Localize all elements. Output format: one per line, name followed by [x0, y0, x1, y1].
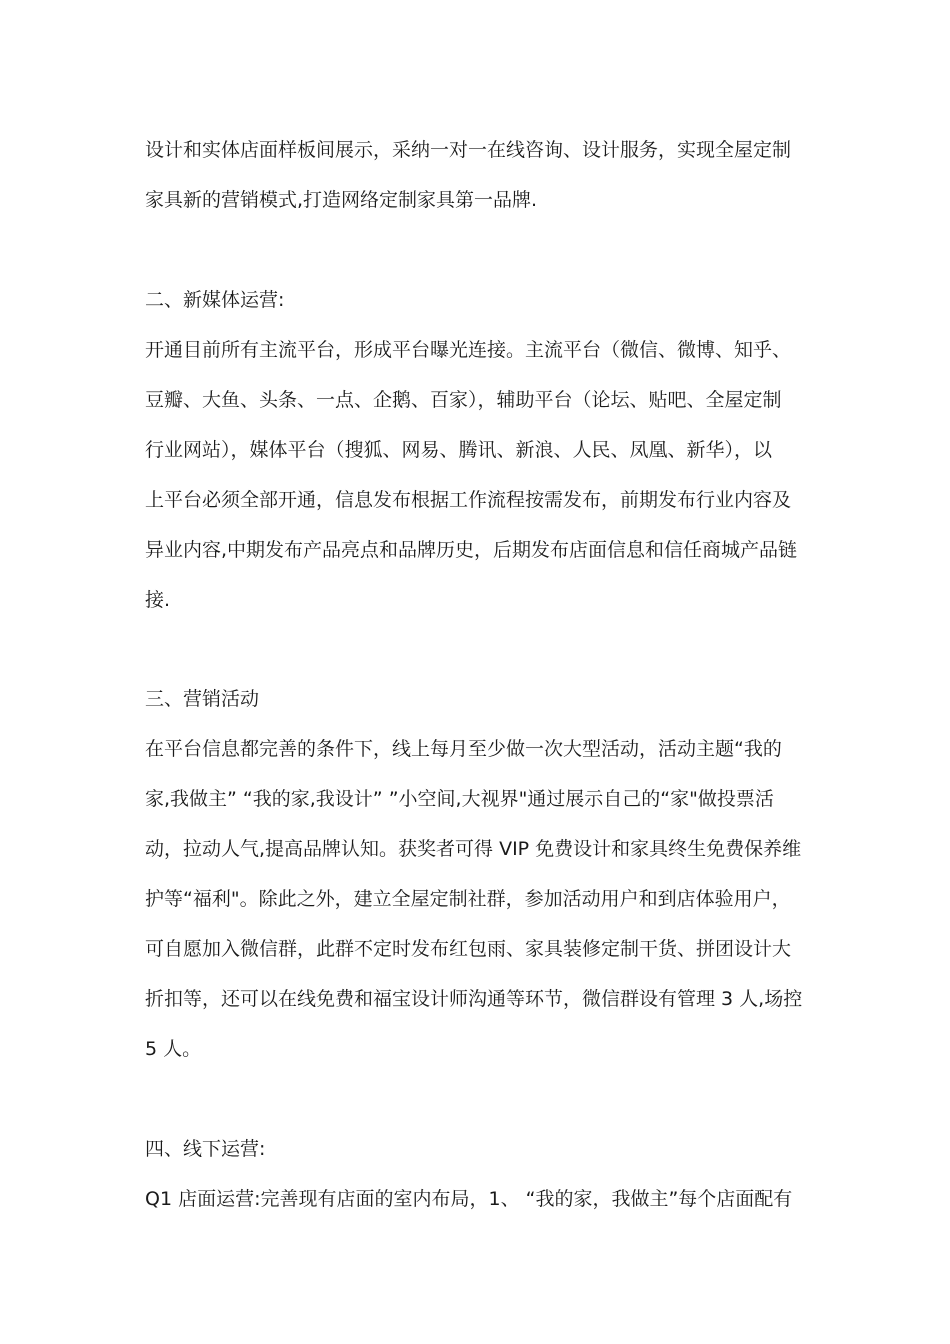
section-2-line-4: 上平台必须全部开通，信息发布根据工作流程按需发布，前期发布行业内容及 — [145, 489, 792, 511]
section-2-heading: 二、新媒体运营: — [145, 289, 285, 311]
section-2-line-2: 豆瓣、大鱼、头条、一点、企鹅、百家），辅助平台（论坛、贴吧、全屋定制 — [145, 389, 782, 411]
intro-line-2: 家具新的营销模式,打造网络定制家具第一品牌. — [145, 189, 538, 211]
section-2-line-6: 接. — [145, 589, 171, 611]
section-3-line-6: 折扣等，还可以在线免费和福宝设计师沟通等环节，微信群设有管理 3 人,场控 — [145, 988, 803, 1010]
section-3-line-2: 家,我做主” “我的家,我设计” ”小空间,大视界"通过展示自己的“家"做投票活 — [145, 788, 774, 810]
section-2-line-1: 开通目前所有主流平台，形成平台曝光连接。主流平台（微信、微博、知乎、 — [145, 339, 792, 361]
section-2-line-3: 行业网站），媒体平台（搜狐、网易、腾讯、新浪、人民、凤凰、新华），以 — [145, 439, 773, 461]
section-3-line-1: 在平台信息都完善的条件下，线上每月至少做一次大型活动，活动主题“我的 — [145, 738, 782, 760]
section-3-heading: 三、营销活动 — [145, 688, 260, 710]
section-3-line-5: 可自愿加入微信群，此群不定时发布红包雨、家具装修定制干货、拼团设计大 — [145, 938, 792, 960]
section-3-line-3: 动，拉动人气,提高品牌认知。获奖者可得 VIP 免费设计和家具终生免费保养维 — [145, 838, 802, 860]
section-3-line-4: 护等“福利"。除此之外，建立全屋定制社群，参加活动用户和到店体验用户， — [145, 888, 791, 910]
section-4-line-1: Q1 店面运营:完善现有店面的室内布局，1、 “我的家，我做主”每个店面配有 — [145, 1188, 793, 1210]
section-2-line-5: 异业内容,中期发布产品亮点和品牌历史，后期发布店面信息和信任商城产品链 — [145, 539, 798, 561]
section-3-line-7: 5 人。 — [145, 1038, 202, 1060]
section-4-heading: 四、线下运营: — [145, 1138, 266, 1160]
intro-line-1: 设计和实体店面样板间展示，采纳一对一在线咨询、设计服务，实现全屋定制 — [145, 139, 792, 161]
